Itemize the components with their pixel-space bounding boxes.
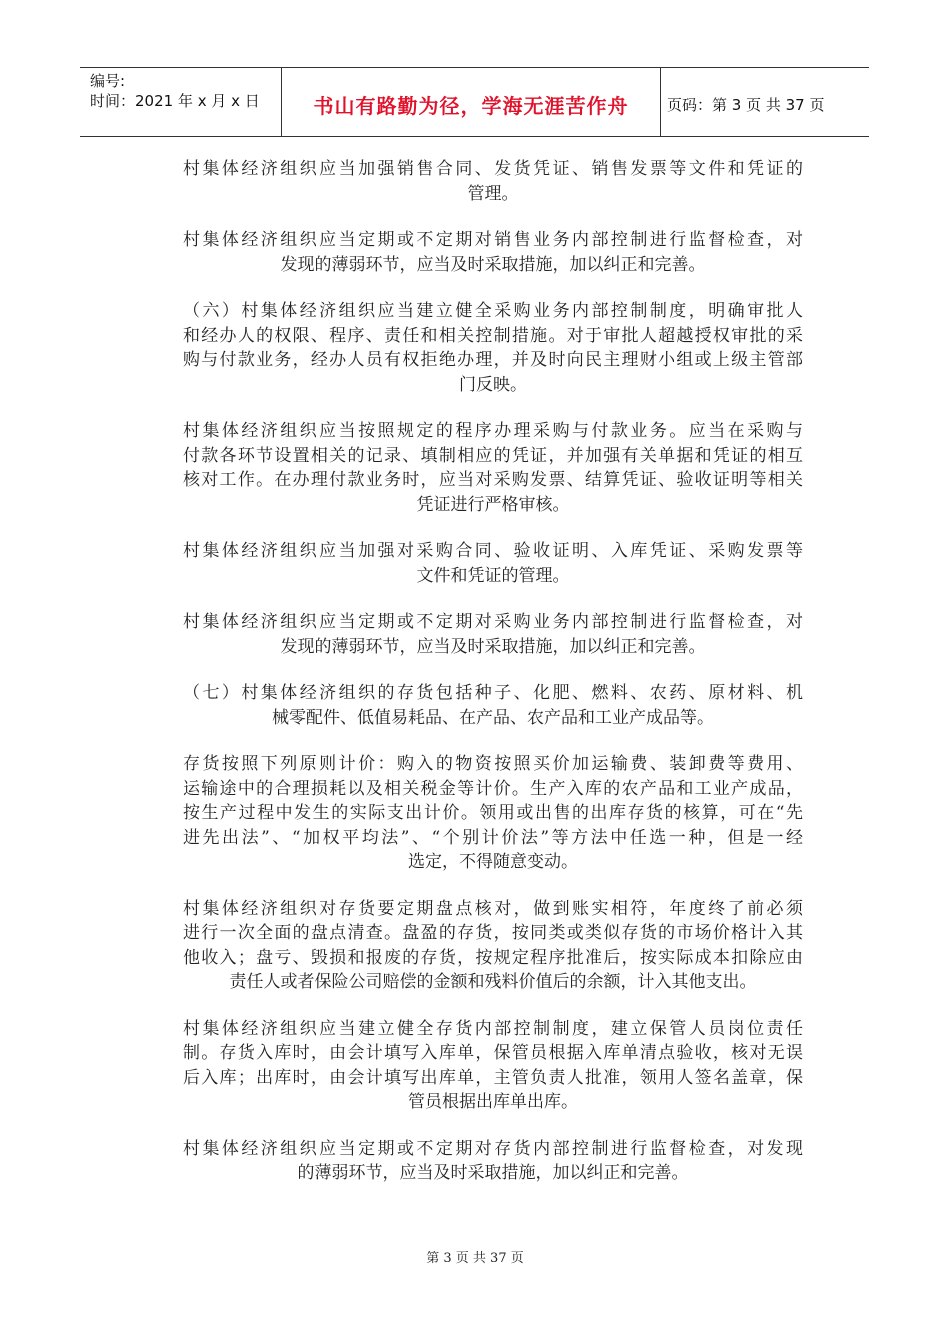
paragraph-line: （六）村集体经济组织应当建立健全采购业务内部控制制度，明确审批人 [183,301,803,321]
paragraph-line: 进先出法”、“加权平均法”、“个别计价法”等方法中任选一种，但是一经 [183,827,803,848]
paragraph [183,1017,803,1115]
paragraph-line: 责任人或者保险公司赔偿的金额和残料价值后的余额，计入其他支出。 [229,972,757,992]
paragraph-line: 按生产过程中发生的实际支出计价。领用或出售的出库存货的核算，可在“先 [183,803,803,823]
paragraph-line: 村集体经济组织应当加强对采购合同、验收证明、入库凭证、采购发票等 [183,541,803,561]
paragraph-line: 门反映。 [459,374,527,395]
paragraph-line: 村集体经济组织应当建立健全存货内部控制制度，建立保管人员岗位责任 [183,1018,803,1039]
paragraph [183,897,803,995]
paragraph-line: 管员根据出库单出库。 [408,1092,578,1112]
paragraph-line: 管理。 [467,183,519,204]
time-label: 时间：2021 年 x 月 x 日 [90,92,260,110]
page-info: 页码：第 3 页 共 37 页 [667,96,825,114]
paragraph-line: 村集体经济组织应当加强销售合同、发货凭证、销售发票等文件和凭证的 [183,159,803,179]
paragraph-line: 制。存货入库时，由会计填写入库单，保管员根据入库单清点验收，核对无误 [183,1043,803,1063]
document-body [183,157,803,1208]
paragraph-line: 进行一次全面的盘点清查。盘盈的存货，按同类或类似存货的市场价格计入其 [183,923,803,943]
paragraph-line: 发现的薄弱环节，应当及时采取措施，加以纠正和完善。 [280,636,706,657]
paragraph-line: 付款各环节设置相关的记录、填制相应的凭证，并加强有关单据和凭证的相互 [183,445,803,466]
paragraph-line: 核对工作。在办理付款业务时，应当对采购发票、结算凭证、验收证明等相关 [183,470,803,490]
page-footer: 第 3 页 共 37 页 [426,1251,524,1266]
paragraph [183,419,803,517]
header-page-cell [661,68,869,136]
paragraph [183,539,803,588]
paragraph-line: 的薄弱环节，应当及时采取措施，加以纠正和完善。 [297,1163,689,1183]
paragraph-line: 村集体经济组织应当定期或不定期对销售业务内部控制进行监督检查，对 [183,230,803,250]
paragraph-line: 他收入；盘亏、毁损和报废的存货，按规定程序批准后，按实际成本扣除应由 [183,947,803,968]
paragraph [183,610,803,659]
paragraph-line: 村集体经济组织应当定期或不定期对采购业务内部控制进行监督检查，对 [183,612,803,632]
paragraph-line: 购与付款业务，经办人员有权拒绝办理，并及时向民主理财小组或上级主管部 [183,350,803,370]
motto: 书山有路勤为径，学海无涯苦作舟 [313,94,629,118]
paragraph-line: 村集体经济组织对存货要定期盘点核对，做到账实相符，年度终了前必须 [183,898,803,919]
paragraph [183,299,803,397]
header-motto-cell [282,68,661,136]
number-label: 编号: [90,72,126,90]
paragraph-line: 械零配件、低值易耗品、在产品、农产品和工业产成品等。 [272,707,714,728]
paragraph-line: （七）村集体经济组织的存货包括种子、化肥、燃料、农药、原材料、机 [183,683,803,703]
paragraph [183,228,803,277]
paragraph [183,1137,803,1186]
paragraph-line: 文件和凭证的管理。 [416,565,570,586]
paragraph-line: 选定，不得随意变动。 [408,852,578,872]
paragraph-line: 和经办人的权限、程序、责任和相关控制措施。对于审批人超越授权审批的采 [183,325,803,346]
paragraph [183,157,803,206]
paragraph-line: 村集体经济组织应当定期或不定期对存货内部控制进行监督检查，对发现 [183,1138,803,1159]
page-header [80,67,869,137]
paragraph-line: 凭证进行严格审核。 [416,494,570,515]
paragraph-line: 发现的薄弱环节，应当及时采取措施，加以纠正和完善。 [280,254,706,275]
header-meta [80,68,282,136]
paragraph [183,681,803,730]
paragraph [183,752,803,875]
paragraph-line: 运输途中的合理损耗以及相关税金等计价。生产入库的农产品和工业产成品， [183,778,803,799]
paragraph-line: 村集体经济组织应当按照规定的程序办理采购与付款业务。应当在采购与 [183,421,803,441]
paragraph-line: 存货按照下列原则计价：购入的物资按照买价加运输费、装卸费等费用、 [183,754,803,774]
paragraph-line: 后入库；出库时，由会计填写出库单，主管负责人批准，领用人签名盖章，保 [183,1067,803,1088]
